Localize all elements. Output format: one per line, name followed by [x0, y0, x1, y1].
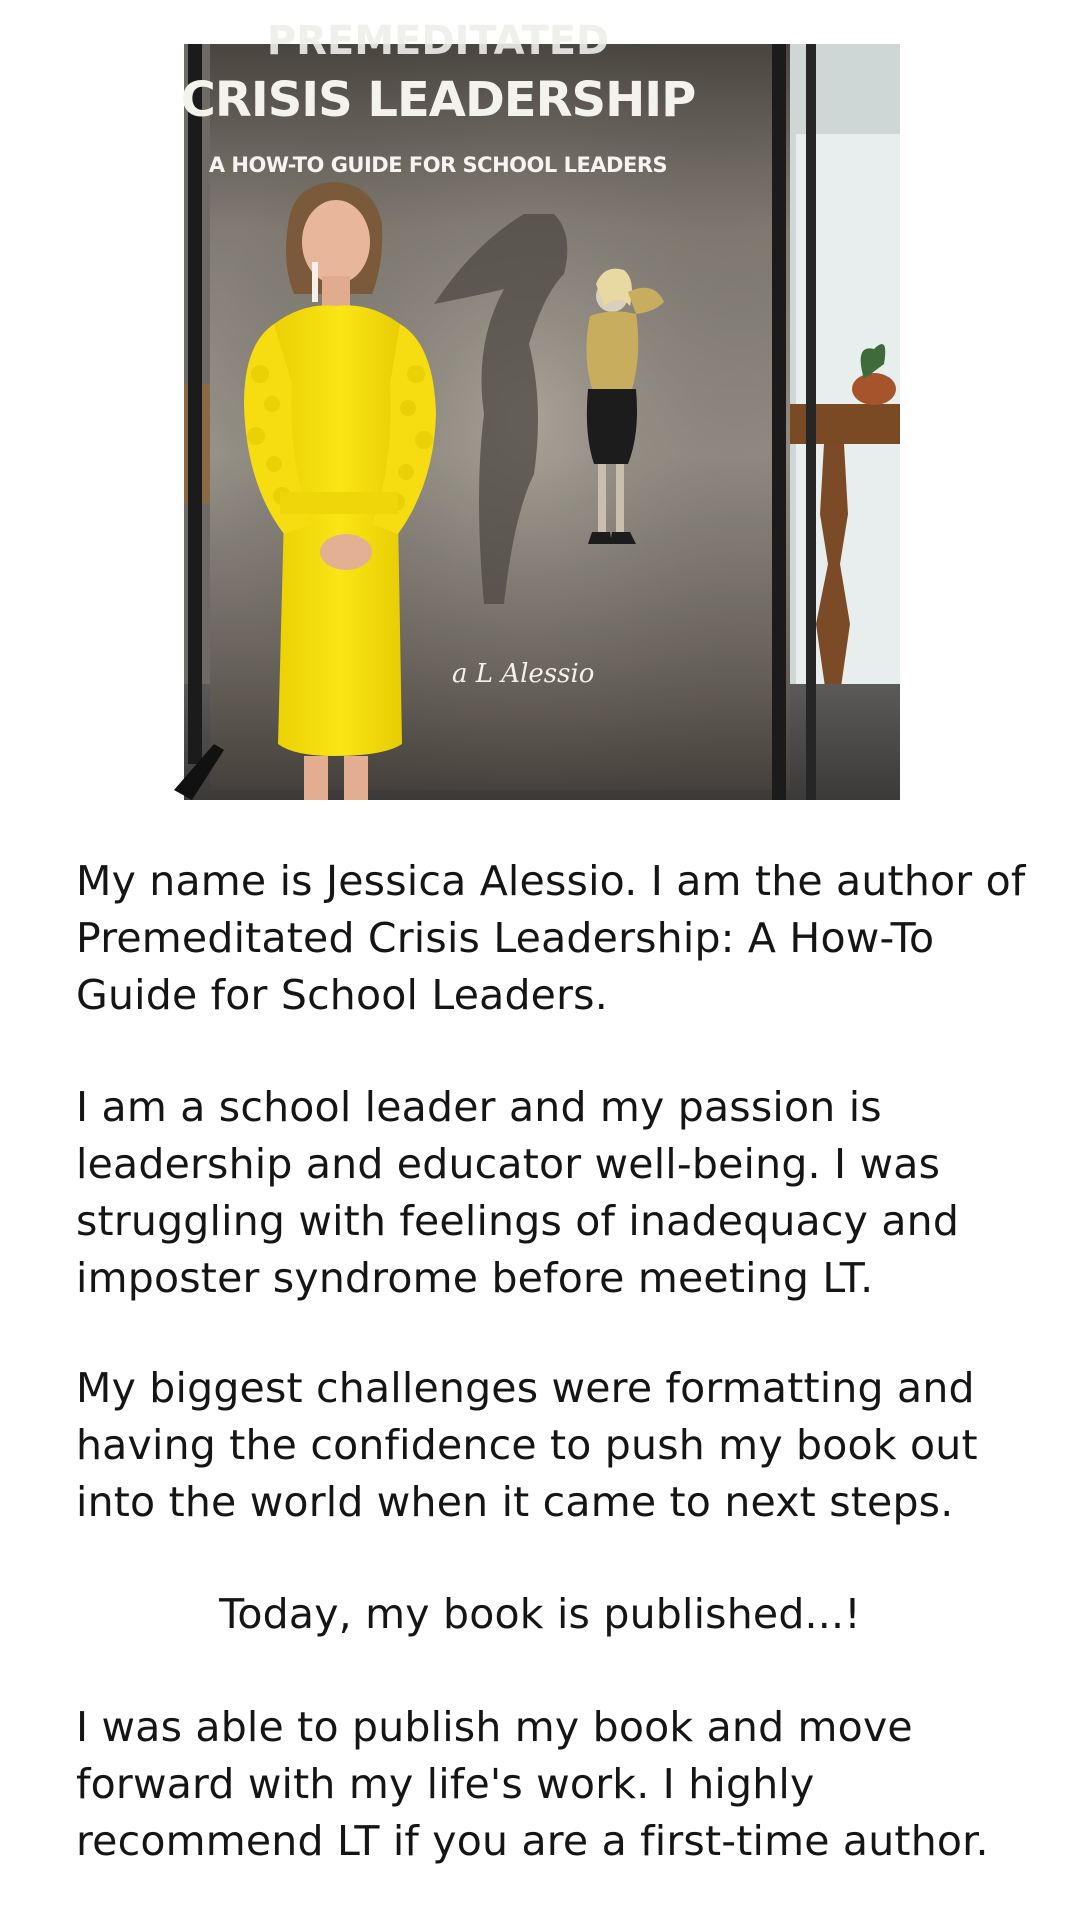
intro-paragraph — [76, 853, 1036, 1024]
recommendation-line-2: forward with my life's work. I highly — [76, 1760, 815, 1808]
banner-title-top: PREMEDITATED — [266, 18, 610, 64]
background-line-1: I am a school leader and my passion is — [76, 1083, 882, 1131]
intro-line-2: Premeditated Crisis Leadership: A How-To — [76, 914, 935, 962]
recommendation-line-3: recommend LT if you are a first-time author. — [76, 1817, 989, 1865]
challenges-line-3: into the world when it came to next steps. — [76, 1478, 954, 1526]
recommendation-paragraph — [76, 1699, 1036, 1870]
recommendation-line-1: I was able to publish my book and move — [76, 1703, 913, 1751]
background-paragraph — [76, 1079, 1036, 1307]
background-line-2: leadership and educator well-being. I was — [76, 1140, 941, 1188]
published-paragraph — [0, 1586, 1080, 1643]
intro-line-1: My name is Jessica Alessio. I am the author of — [76, 857, 1026, 905]
banner-title: CRISIS LEADERSHIP — [180, 72, 696, 128]
published-line: Today, my book is published...! — [219, 1590, 861, 1638]
banner-subtitle: A HOW-TO GUIDE FOR SCHOOL LEADERS — [208, 153, 668, 177]
challenges-line-2: having the confidence to push my book out — [76, 1421, 978, 1469]
background-line-4: imposter syndrome before meeting LT. — [76, 1254, 874, 1302]
challenges-paragraph — [76, 1360, 1036, 1531]
intro-line-3: Guide for School Leaders. — [76, 971, 608, 1019]
challenges-line-1: My biggest challenges were formatting and — [76, 1364, 975, 1412]
banner-signature: a L Alessio — [452, 659, 595, 689]
author-photo — [180, 18, 900, 800]
background-line-3: struggling with feelings of inadequacy and — [76, 1197, 960, 1245]
